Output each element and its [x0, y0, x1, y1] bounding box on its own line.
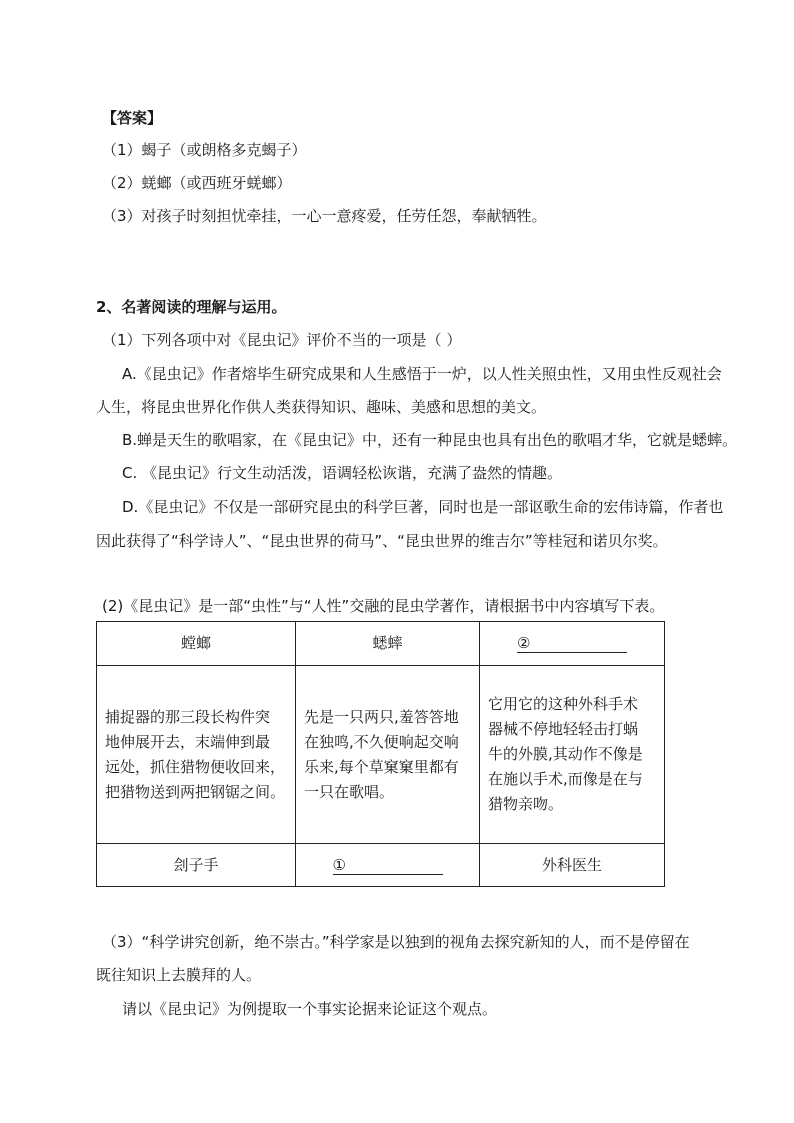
table-role-row [97, 844, 665, 887]
mantis-description: 捕捉器的那三段长构件突 地伸展开去，末端伸到最 远处，抓住猎物便收回来， 把猎物送到两把钢锯之间。 [97, 666, 296, 844]
role-blank-1 [296, 844, 480, 887]
header-blank-2 [480, 622, 665, 666]
option-d-line-1: D.《昆虫记》不仅是一部研究昆虫的科学巨著，同时也是一部讴歌生命的宏伟诗篇，作者也 [122, 498, 724, 516]
role-surgeon: 外科医生 [480, 844, 665, 887]
answer-item-2: （2）蜣螂（或西班牙蜣螂） [102, 174, 292, 192]
option-d-line-2: 因此获得了“科学诗人”、“昆虫世界的荷马”、“昆虫世界的维吉尔”等桂冠和诺贝尔奖。 [96, 532, 668, 550]
table-header-row [97, 622, 665, 666]
answer-item-1: （1）蝎子（或朗格多克蝎子） [102, 141, 307, 159]
question-2-title: 2、名著阅读的理解与运用。 [96, 298, 287, 316]
insect-comparison-table [96, 621, 665, 887]
cricket-description: 先是一只两只,羞答答地 在独鸣,不久便响起交响 乐来,每个草窠窠里都有 一只在歌唱。 [296, 666, 480, 844]
third-insect-description: 它用它的这种外科手术 器械不停地轻轻击打蜗 牛的外膜,其动作不像是 在施以手术,而像是在与 猎物亲吻。 [480, 666, 665, 844]
option-a-line-2: 人生，将昆虫世界化作供人类获得知识、趣味、美感和思想的美文。 [96, 398, 547, 416]
sub-question-3-line-3: 请以《昆虫记》为例提取一个事实论据来论证这个观点。 [122, 1000, 498, 1018]
role-executioner: 刽子手 [97, 844, 296, 887]
sub-question-3-line-2: 既往知识上去膜拜的人。 [96, 966, 262, 984]
blank-2: ② [517, 634, 627, 653]
option-c: C. 《昆虫记》行文生动活泼，语调轻松诙谐，充满了盎然的情趣。 [122, 464, 563, 482]
option-b: B.蝉是天生的歌唱家，在《昆虫记》中，还有一种昆虫也具有出色的歌唱才华，它就是蟋蟀。 [122, 431, 738, 449]
header-mantis: 螳螂 [97, 622, 296, 666]
option-a-line-1: A.《昆虫记》作者熔毕生研究成果和人生感悟于一炉，以人性关照虫性，又用虫性反观社会 [122, 365, 722, 383]
sub-question-2-prompt: (2)《昆虫记》是一部“虫性”与“人性”交融的昆虫学著作，请根据书中内容填写下表。 [102, 597, 665, 615]
header-cricket: 蟋蟀 [296, 622, 480, 666]
answer-heading: 【答案】 [102, 109, 163, 127]
answer-item-3: （3）对孩子时刻担忧牵挂，一心一意疼爱，任劳任怨，奉献牺牲。 [102, 207, 547, 225]
table-description-row [97, 666, 665, 844]
sub-question-1-prompt: （1）下列各项中对《昆虫记》评价不当的一项是（ ） [102, 331, 462, 349]
blank-1: ① [333, 856, 443, 875]
sub-question-3-line-1: （3）“科学讲究创新，绝不崇古。”科学家是以独到的视角去探究新知的人，而不是停留在 [102, 933, 690, 951]
